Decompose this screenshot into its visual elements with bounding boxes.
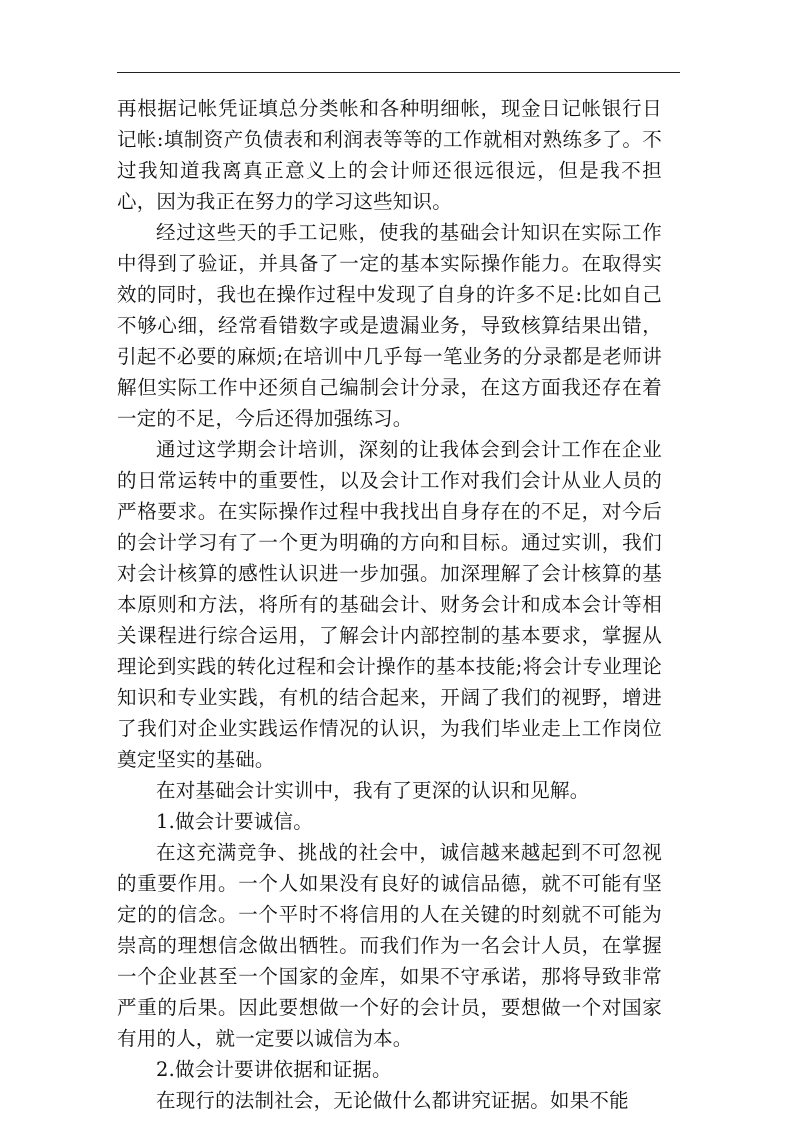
section-heading-1: 1.做会计要诚信。: [156, 810, 313, 833]
paragraph-5: 在这充满竞争、挑战的社会中，诚信越来越起到不可忽视的重要作用。一个人如果没有良好的诚信品德，就不可能有坚定的的信念。一个平时不将信用的人在关键的时刻就不可能为崇高的理想信念做出牺牲。而我们作为一名会计人员，在掌握一个企业甚至一个国家的金库，如果不守承诺，那将导致非常严重的后果。因此要想做一个好的会计员，要想做一个对国家有用的人，就一定要以诚信为本。: [117, 841, 662, 1050]
document-body: [117, 93, 662, 1116]
paragraph-1: 再根据记帐凭证填总分类帐和各种明细帐，现金日记帐银行日记帐:填制资产负债表和利润表等等的工作就相对熟练多了。不过我知道我离真正意义上的会计师还很远很远，但是我不担心，因为我正在努力的学习这些知识。: [117, 97, 662, 213]
header-rule: [117, 72, 680, 73]
paragraph-3: 通过这学期会计培训，深刻的让我体会到会计工作在企业的日常运转中的重要性，以及会计工作对我们会计从业人员的严格要求。在实际操作过程中我找出自身存在的不足，对今后的会计学习有了一个更为明确的方向和目标。通过实训，我们对会计核算的感性认识进一步加强。加深理解了会计核算的基本原则和方法，将所有的基础会计、财务会计和成本会计等相关课程进行综合运用，了解会计内部控制的基本要求，掌握从理论到实践的转化过程和会计操作的基本技能;将会计专业理论知识和专业实践，有机的结合起来，开阔了我们的视野，增进了我们对企业实践运作情况的认识，为我们毕业走上工作岗位奠定坚实的基础。: [117, 438, 662, 771]
paragraph-2: 经过这些天的手工记账，使我的基础会计知识在实际工作中得到了验证，并具备了一定的基本实际操作能力。在取得实效的同时，我也在操作过程中发现了自身的许多不足:比如自己不够心细，经常看错数字或是遗漏业务，导致核算结果出错，引起不必要的麻烦;在培训中几乎每一笔业务的分录都是老师讲解但实际工作中还须自己编制会计分录，在这方面我还存在着一定的不足，今后还得加强练习。: [117, 221, 662, 430]
section-heading-2: 2.做会计要讲依据和证据。: [156, 1058, 392, 1081]
paragraph-4: 在对基础会计实训中，我有了更深的认识和见解。: [156, 779, 590, 802]
paragraph-6: 在现行的法制社会，无论做什么都讲究证据。如果不能: [156, 1089, 629, 1112]
